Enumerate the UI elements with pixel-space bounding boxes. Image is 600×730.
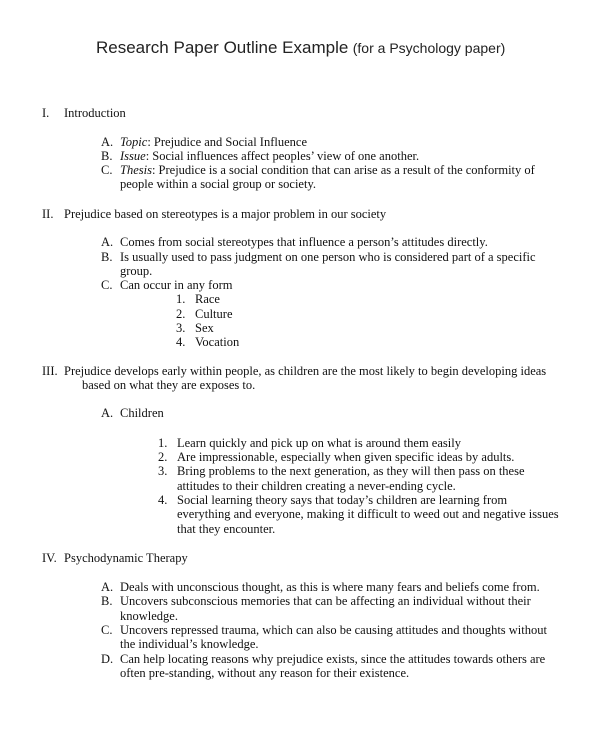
subitem-marker: 2.	[176, 307, 186, 321]
subitem-marker: 1.	[176, 292, 186, 306]
subitem-text: Sex	[195, 321, 214, 335]
section-heading-continued: based on what they are exposes to.	[82, 378, 256, 392]
item-text: : Prejudice is a social condition that can arise as a result of the conformity of	[151, 163, 535, 177]
subitem-text: Bring problems to the next generation, as they will then pass on these	[177, 464, 525, 478]
item-text-continued: knowledge.	[120, 609, 178, 623]
item-text: Children	[120, 406, 164, 420]
subitem-text-continued: that they encounter.	[177, 522, 276, 536]
section-heading: Prejudice develops early within people, as children are the most likely to begin developing ideas	[64, 364, 547, 378]
subitem-text: Are impressionable, especially when given specific ideas by adults.	[177, 450, 515, 464]
subitem-text: Vocation	[195, 335, 240, 349]
subitem-marker: 4.	[158, 493, 168, 507]
subitem-text: Race	[195, 292, 220, 306]
item-text: Comes from social stereotypes that influence a person’s attitudes directly.	[120, 235, 488, 249]
outline-item	[120, 163, 535, 178]
item-label: Thesis	[120, 163, 152, 177]
section-heading: Prejudice based on stereotypes is a major problem in our society	[64, 207, 387, 221]
item-text: Deals with unconscious thought, as this is where many fears and beliefs come from.	[120, 580, 540, 594]
item-text: Can help locating reasons why prejudice exists, since the attitudes towards others are	[120, 652, 546, 666]
item-marker: B.	[101, 594, 113, 608]
item-text-continued: the individual’s knowledge.	[120, 637, 259, 651]
item-marker: B.	[101, 250, 113, 264]
item-text-continued: group.	[120, 264, 153, 278]
item-marker: A.	[101, 135, 114, 149]
subitem-marker: 3.	[158, 464, 168, 478]
subitem-marker: 4.	[176, 335, 186, 349]
item-text: : Prejudice and Social Influence	[147, 135, 307, 149]
item-text-continued: people within a social group or society.	[120, 177, 317, 191]
section-numeral: I.	[42, 106, 50, 120]
document-title	[96, 38, 505, 58]
subitem-marker: 2.	[158, 450, 168, 464]
subitem-text: Social learning theory says that today’s children are learning from	[177, 493, 508, 507]
subitem-text-continued: attitudes to their children creating a never-ending cycle.	[177, 479, 456, 493]
subitem-text-continued: everything and everyone, making it difficult to weed out and negative issues	[177, 507, 559, 521]
title-subtitle: (for a Psychology paper)	[352, 40, 506, 56]
item-text-continued: often pre-standing, without any reason for their existence.	[120, 666, 410, 680]
item-label: Topic	[120, 135, 148, 149]
item-text: Is usually used to pass judgment on one person who is considered part of a specific	[120, 250, 536, 264]
item-marker: B.	[101, 149, 113, 163]
item-marker: C.	[101, 163, 113, 177]
item-label: Issue	[120, 149, 146, 163]
item-text: Uncovers repressed trauma, which can also be causing attitudes and thoughts without	[120, 623, 547, 637]
item-marker: A.	[101, 580, 114, 594]
section-numeral: III.	[42, 364, 58, 378]
section-numeral: IV.	[42, 551, 57, 565]
section-numeral: II.	[42, 207, 54, 221]
title-main: Research Paper Outline Example	[96, 38, 349, 57]
item-marker: C.	[101, 278, 113, 292]
subitem-marker: 1.	[158, 436, 168, 450]
section-heading: Psychodynamic Therapy	[64, 551, 188, 565]
item-marker: C.	[101, 623, 113, 637]
subitem-marker: 3.	[176, 321, 186, 335]
outline-item	[120, 135, 307, 150]
subitem-text: Culture	[195, 307, 233, 321]
subitem-text: Learn quickly and pick up on what is around them easily	[177, 436, 461, 450]
section-heading: Introduction	[64, 106, 126, 120]
item-marker: D.	[101, 652, 114, 666]
item-text: Can occur in any form	[120, 278, 233, 292]
item-text: : Social influences affect peoples’ view of one another.	[145, 149, 420, 163]
item-text: Uncovers subconscious memories that can be affecting an individual without their	[120, 594, 531, 608]
item-marker: A.	[101, 406, 114, 420]
outline-item	[120, 149, 419, 164]
item-marker: A.	[101, 235, 114, 249]
